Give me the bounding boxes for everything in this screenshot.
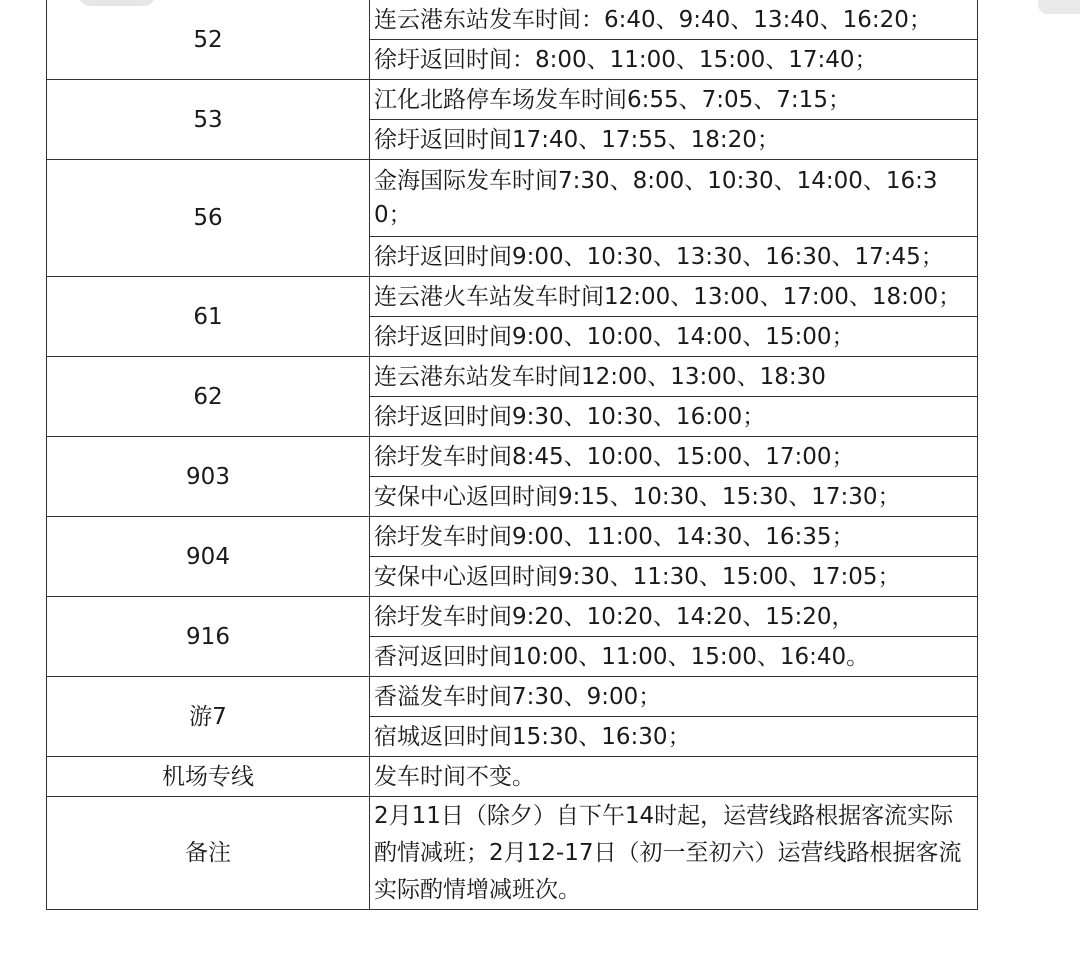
route-number: 61 [193, 303, 223, 330]
route-number-cell [47, 677, 370, 757]
schedule-cell: 连云港火车站发车时间12:00、13:00、17:00、18:00； [370, 277, 978, 317]
route-number: 903 [186, 463, 230, 490]
remarks-label: 备注 [185, 840, 231, 866]
schedule-cell: 香溢发车时间7:30、9:00； [370, 677, 978, 717]
route-number: 904 [186, 543, 230, 570]
route-number-cell [47, 277, 370, 357]
top-right-edge-shape [1038, 0, 1080, 14]
schedule-cell: 徐圩返回时间9:00、10:30、13:30、16:30、17:45； [370, 237, 978, 277]
schedule-cell: 安保中心返回时间9:15、10:30、15:30、17:30； [370, 477, 978, 517]
route-number-cell [47, 357, 370, 437]
route-number-cell [47, 597, 370, 677]
route-number-cell [47, 0, 370, 80]
table-row [47, 677, 978, 717]
table-row [47, 797, 978, 910]
schedule-cell: 香河返回时间10:00、11:00、15:00、16:40。 [370, 637, 978, 677]
schedule-cell: 发车时间不变。 [370, 757, 978, 797]
route-number-cell [47, 757, 370, 797]
route-number-cell [47, 517, 370, 597]
schedule-cell: 徐圩发车时间9:20、10:20、14:20、15:20， [370, 597, 978, 637]
schedule-cell: 徐圩发车时间9:00、11:00、14:30、16:35； [370, 517, 978, 557]
table-row [47, 357, 978, 397]
remarks-cell: 2月11日（除夕）自下午14时起，运营线路根据客流实际酌情减班；2月12-17日（初一至初六）运营线路根据客流实际酌情增减班次。 [370, 797, 978, 910]
route-number-cell [47, 437, 370, 517]
route-number-cell [47, 80, 370, 160]
table-row [47, 437, 978, 477]
route-number-cell [47, 160, 370, 277]
route-number: 916 [186, 623, 230, 650]
schedule-cell: 江化北路停车场发车时间6:55、7:05、7:15； [370, 80, 978, 120]
schedule-cell: 徐圩返回时间9:00、10:00、14:00、15:00； [370, 317, 978, 357]
route-number: 56 [193, 205, 223, 231]
table-row [47, 757, 978, 797]
remarks-label-cell [47, 797, 370, 910]
table-row [47, 80, 978, 120]
schedule-cell: 金海国际发车时间7:30、8:00、10:30、14:00、16:30； [370, 160, 978, 237]
table-row [47, 160, 978, 237]
route-number: 62 [193, 383, 223, 410]
schedule-cell: 徐圩返回时间：8:00、11:00、15:00、17:40； [370, 40, 978, 80]
schedule-cell: 连云港东站发车时间12:00、13:00、18:30 [370, 357, 978, 397]
schedule-cell: 徐圩返回时间17:40、17:55、18:20； [370, 120, 978, 160]
route-number: 游7 [189, 703, 227, 730]
schedule-cell: 徐圩发车时间8:45、10:00、15:00、17:00； [370, 437, 978, 477]
schedule-cell: 宿城返回时间15:30、16:30； [370, 717, 978, 757]
table-row [47, 0, 978, 40]
table-row [47, 517, 978, 557]
route-number: 机场专线 [162, 763, 254, 790]
bus-schedule-table [46, 0, 978, 910]
route-number: 53 [193, 106, 223, 133]
schedule-cell: 徐圩返回时间9:30、10:30、16:00； [370, 397, 978, 437]
schedule-cell: 连云港东站发车时间：6:40、9:40、13:40、16:20； [370, 0, 978, 40]
schedule-cell: 安保中心返回时间9:30、11:30、15:00、17:05； [370, 557, 978, 597]
table-row [47, 277, 978, 317]
route-number: 52 [193, 26, 223, 53]
table-row [47, 597, 978, 637]
